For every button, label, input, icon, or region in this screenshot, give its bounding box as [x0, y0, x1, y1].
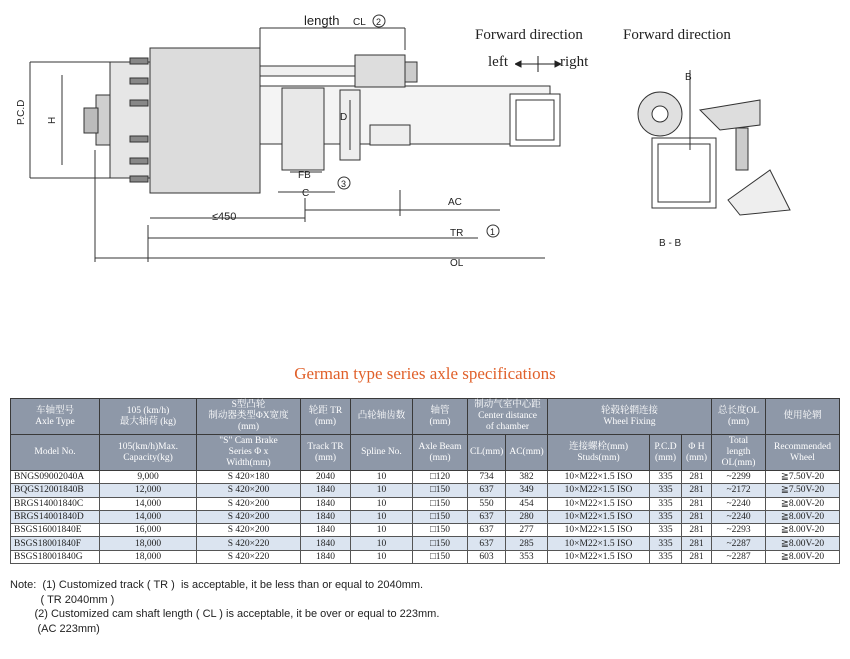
table-cell: ≧8.00V-20 [766, 550, 840, 563]
table-cell: 281 [682, 537, 712, 550]
col-head-beam-cn: 轴管 (mm) [413, 399, 468, 435]
col-head-brake-cn: S型凸轮 制动器类型ΦX宽度 (mm) [197, 399, 301, 435]
table-cell: 454 [506, 497, 548, 510]
table-cell: 734 [468, 471, 506, 484]
table-cell: S 420×200 [197, 497, 301, 510]
table-cell: ~2240 [712, 497, 766, 510]
table-cell: □120 [413, 471, 468, 484]
pcd-label: P.C.D [16, 99, 27, 125]
table-cell: □150 [413, 510, 468, 523]
table-cell: ≧8.00V-20 [766, 537, 840, 550]
cl-label: CL [353, 17, 366, 28]
section-lever [700, 100, 760, 130]
col-head-axle-type: 车轴型号 Axle Type [11, 399, 100, 435]
axle-technical-drawing [0, 0, 850, 300]
table-cell: 10 [351, 471, 413, 484]
tr-label: TR [450, 228, 464, 239]
col-head-total-cn: 总长度OL (mm) [712, 399, 766, 435]
table-cell: 281 [682, 510, 712, 523]
table-cell: 10×M22×1.5 ISO [548, 524, 650, 537]
table-cell: ≧7.50V-20 [766, 471, 840, 484]
left-label: left [488, 54, 508, 70]
table-cell: 285 [506, 537, 548, 550]
table-cell: ≧7.50V-20 [766, 484, 840, 497]
col-head-wheel-cn: 使用轮辋 [766, 399, 840, 435]
table-cell: 2040 [301, 471, 351, 484]
ac-label: AC [448, 197, 462, 208]
table-cell: 1840 [301, 537, 351, 550]
table-cell: 10×M22×1.5 ISO [548, 471, 650, 484]
table-cell: 349 [506, 484, 548, 497]
table-cell: 281 [682, 484, 712, 497]
section-b-label: B [685, 72, 692, 83]
table-cell: 277 [506, 524, 548, 537]
table-cell: 10 [351, 550, 413, 563]
slack-adjuster [355, 55, 405, 87]
table-cell: S 420×220 [197, 537, 301, 550]
d-label: D [340, 112, 348, 123]
spec-table-body [11, 471, 840, 564]
chamber-bracket [370, 125, 410, 145]
table-cell: S 420×200 [197, 524, 301, 537]
table-cell: 1840 [301, 524, 351, 537]
table-cell: 10×M22×1.5 ISO [548, 497, 650, 510]
marker-3: 3 [341, 179, 347, 189]
section-bb-label: B - B [659, 238, 682, 249]
table-cell: 637 [468, 510, 506, 523]
table-cell: 603 [468, 550, 506, 563]
brake-drum [150, 48, 260, 193]
note-line-3: (2) Customized cam shaft length ( CL ) is acceptable, it be over or equal to 223mm. [10, 608, 440, 620]
table-cell: □150 [413, 484, 468, 497]
table-cell: 14,000 [100, 497, 197, 510]
fb-label: FB [298, 170, 311, 181]
col-head-ac: AC(mm) [506, 435, 548, 471]
table-cell: 10 [351, 524, 413, 537]
ol-label: OL [450, 258, 464, 269]
table-cell: □150 [413, 537, 468, 550]
col-head-track-cn: 轮距 TR (mm) [301, 399, 351, 435]
table-cell: ≧8.00V-20 [766, 510, 840, 523]
table-row [11, 510, 840, 523]
col-head-total: Total length OL(mm) [712, 435, 766, 471]
table-cell: ~2293 [712, 524, 766, 537]
table-row [11, 484, 840, 497]
table-cell: 637 [468, 524, 506, 537]
note-line-2: ( TR 2040mm ) [10, 593, 115, 606]
table-cell: □150 [413, 550, 468, 563]
note-line-4: (AC 223mm) [10, 622, 100, 635]
table-cell: 12,000 [100, 484, 197, 497]
table-cell: ≧8.00V-20 [766, 497, 840, 510]
table-cell: 1840 [301, 484, 351, 497]
table-cell: 353 [506, 550, 548, 563]
table-cell: 335 [650, 484, 682, 497]
table-cell: S 420×180 [197, 471, 301, 484]
table-cell: ~2299 [712, 471, 766, 484]
table-cell: 550 [468, 497, 506, 510]
h-label: H [47, 116, 58, 124]
right-label: right [560, 54, 589, 70]
table-cell: 10 [351, 484, 413, 497]
table-cell: 382 [506, 471, 548, 484]
left-right-arrow-icon [515, 54, 561, 74]
table-cell: 335 [650, 510, 682, 523]
notes [10, 578, 439, 636]
table-cell: 14,000 [100, 510, 197, 523]
table-cell: BRGS14001840D [11, 510, 100, 523]
table-cell: 335 [650, 537, 682, 550]
table-cell: 335 [650, 550, 682, 563]
table-cell: 10 [351, 497, 413, 510]
table-cell: BRGS14001840C [11, 497, 100, 510]
table-cell: □150 [413, 497, 468, 510]
table-cell: 10×M22×1.5 ISO [548, 510, 650, 523]
table-cell: 18,000 [100, 537, 197, 550]
table-cell: S 420×200 [197, 510, 301, 523]
table-cell: BSGS18001840G [11, 550, 100, 563]
forward-direction-label-1: Forward direction [475, 27, 583, 43]
table-cell: 335 [650, 524, 682, 537]
table-cell: BNGS09002040A [11, 471, 100, 484]
table-cell: 1840 [301, 550, 351, 563]
camshaft [260, 66, 360, 76]
table-cell: 281 [682, 550, 712, 563]
table-cell: ~2240 [712, 510, 766, 523]
table-cell: 1840 [301, 497, 351, 510]
table-row [11, 497, 840, 510]
col-head-track: Track TR (mm) [301, 435, 351, 471]
spec-title: German type series axle specifications [294, 364, 556, 383]
length-label: length [304, 13, 340, 28]
col-head-pcd: P.C.D (mm) [650, 435, 682, 471]
table-cell: 10 [351, 537, 413, 550]
table-cell: 280 [506, 510, 548, 523]
col-head-capacity: 105(km/h)Max. Capacity(kg) [100, 435, 197, 471]
table-cell: S 420×200 [197, 484, 301, 497]
table-cell: 281 [682, 524, 712, 537]
c-label: C [302, 188, 310, 199]
col-head-cl: CL(mm) [468, 435, 506, 471]
table-cell: 9,000 [100, 471, 197, 484]
col-head-model: Model No. [11, 435, 100, 471]
marker-2: 2 [376, 17, 382, 27]
table-cell: S 420×220 [197, 550, 301, 563]
col-head-spline: Spline No. [351, 435, 413, 471]
table-row [11, 537, 840, 550]
table-row [11, 524, 840, 537]
table-cell: 10 [351, 510, 413, 523]
col-head-h: Φ H (mm) [682, 435, 712, 471]
col-head-wheel: Recommended Wheel [766, 435, 840, 471]
note-line-1: Note: (1) Customized track ( TR ) is acceptable, it be less than or equal to 2040mm. [10, 579, 424, 591]
col-head-brake: "S" Cam Brake Series Φ x Width(mm) [197, 435, 301, 471]
table-row [11, 471, 840, 484]
col-head-chamber: 制动气室中心距 Center distance of chamber [468, 399, 548, 435]
table-cell: BSGS16001840E [11, 524, 100, 537]
forward-direction-label-2: Forward direction [623, 27, 731, 43]
table-cell: 637 [468, 484, 506, 497]
table-cell: ~2287 [712, 550, 766, 563]
table-cell: ~2287 [712, 537, 766, 550]
table-cell: 1840 [301, 510, 351, 523]
table-cell: □150 [413, 524, 468, 537]
brake-bracket [282, 88, 324, 170]
table-cell: 16,000 [100, 524, 197, 537]
col-head-wheel-fixing: 轮毂轮辋连接 Wheel Fixing [548, 399, 712, 435]
hub-nut [84, 108, 98, 133]
col-head-spline-cn: 凸轮轴齿数 [351, 399, 413, 435]
table-cell: 18,000 [100, 550, 197, 563]
spec-table [10, 398, 840, 564]
table-row [11, 550, 840, 563]
marker-1: 1 [490, 227, 496, 237]
table-cell: 10×M22×1.5 ISO [548, 537, 650, 550]
col-head-studs: 连接螺栓(mm) Studs(mm) [548, 435, 650, 471]
max450-label: ≤450 [212, 211, 237, 223]
table-cell: 281 [682, 471, 712, 484]
table-cell: ≧8.00V-20 [766, 524, 840, 537]
table-cell: 281 [682, 497, 712, 510]
col-head-beam: Axle Beam (mm) [413, 435, 468, 471]
col-head-capacity-cn: 105 (km/h) 最大轴荷 (kg) [100, 399, 197, 435]
table-cell: ~2172 [712, 484, 766, 497]
table-cell: BQGS12001840B [11, 484, 100, 497]
table-cell: 335 [650, 497, 682, 510]
table-cell: 10×M22×1.5 ISO [548, 550, 650, 563]
table-cell: BSGS18001840F [11, 537, 100, 550]
section-chamber [736, 128, 748, 170]
table-cell: 335 [650, 471, 682, 484]
table-cell: 10×M22×1.5 ISO [548, 484, 650, 497]
table-cell: 637 [468, 537, 506, 550]
